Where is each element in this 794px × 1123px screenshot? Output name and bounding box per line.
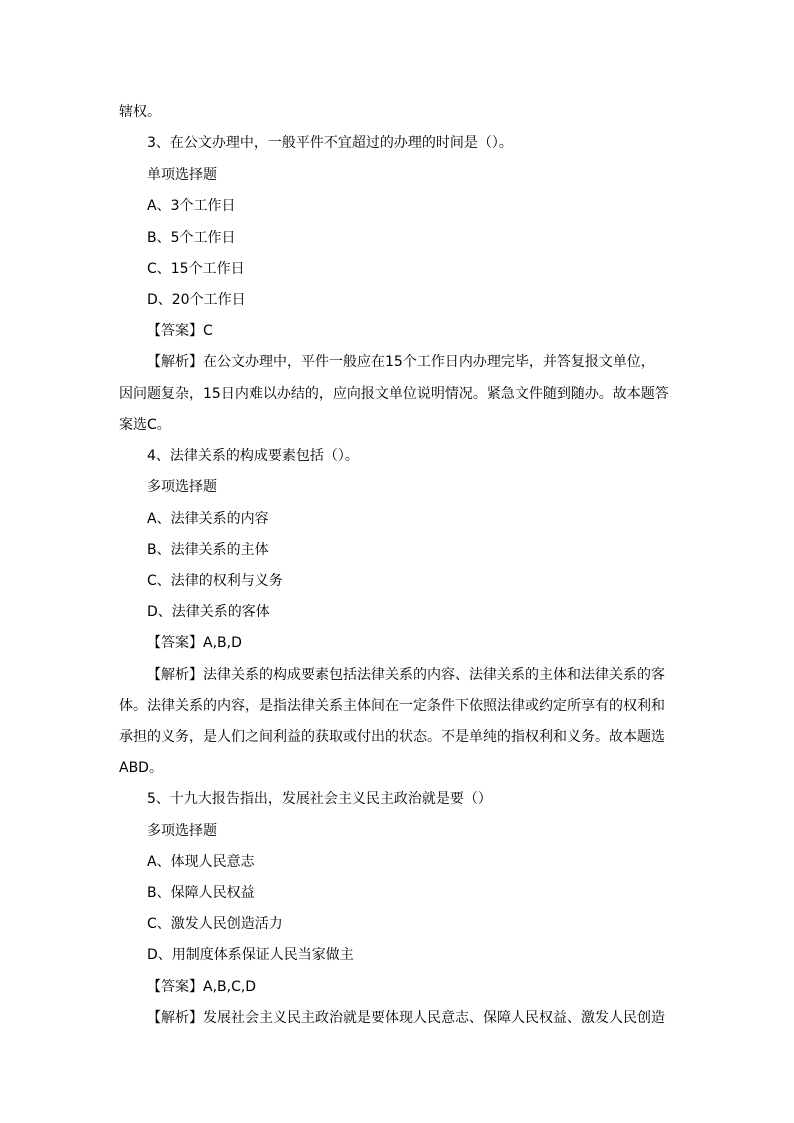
question-3-analysis: 【解析】在公文办理中，平件一般应在15个工作日内办理完毕，并答复报文单位， xyxy=(147,354,655,370)
question-3-answer: 【答案】C xyxy=(147,323,213,339)
question-3-option-d: D、20个工作日 xyxy=(147,292,246,308)
question-4-type: 多项选择题 xyxy=(147,479,217,495)
question-5-option-d: D、用制度体系保证人民当家做主 xyxy=(147,947,354,963)
question-4-analysis: 【解析】法律关系的构成要素包括法律关系的内容、法律关系的主体和法律关系的客 xyxy=(147,667,665,683)
question-4-option-b: B、法律关系的主体 xyxy=(147,542,269,558)
question-4-stem: 4、法律关系的构成要素包括（）。 xyxy=(147,448,359,464)
question-4-option-a: A、法律关系的内容 xyxy=(147,511,269,527)
question-4-analysis: 体。法律关系的内容，是指法律关系主体间在一定条件下依照法律或约定所享有的权利和 xyxy=(119,698,665,714)
question-3-type: 单项选择题 xyxy=(147,167,217,183)
question-5-stem: 5、十九大报告指出，发展社会主义民主政治就是要（） xyxy=(147,791,492,807)
question-4-answer: 【答案】A,B,D xyxy=(147,635,242,651)
question-5-analysis: 【解析】发展社会主义民主政治就是要体现人民意志、保障人民权益、激发人民创造 xyxy=(147,1010,665,1026)
question-4-option-c: C、法律的权利与义务 xyxy=(147,573,283,589)
question-5-option-b: B、保障人民权益 xyxy=(147,885,255,901)
question-5-option-c: C、激发人民创造活力 xyxy=(147,916,283,932)
text-line-continuation: 辖权。 xyxy=(119,104,161,120)
question-3-option-c: C、15个工作日 xyxy=(147,261,245,277)
question-4-analysis: 承担的义务，是人们之间利益的获取或付出的状态。不是单纯的指权利和义务。故本题选 xyxy=(119,729,665,745)
question-4-option-d: D、法律关系的客体 xyxy=(147,604,270,620)
question-5-type: 多项选择题 xyxy=(147,823,217,839)
question-3-option-b: B、5个工作日 xyxy=(147,230,236,246)
question-5-answer: 【答案】A,B,C,D xyxy=(147,979,257,995)
question-3-analysis: 案选C。 xyxy=(119,417,171,433)
question-5-option-a: A、体现人民意志 xyxy=(147,854,255,870)
question-3-analysis: 因问题复杂，15日内难以办结的，应向报文单位说明情况。紧急文件随到随办。故本题答 xyxy=(119,386,669,402)
question-4-analysis: ABD。 xyxy=(119,760,163,776)
question-3-option-a: A、3个工作日 xyxy=(147,198,236,214)
question-3-stem: 3、在公文办理中，一般平件不宜超过的办理的时间是（）。 xyxy=(147,135,513,151)
